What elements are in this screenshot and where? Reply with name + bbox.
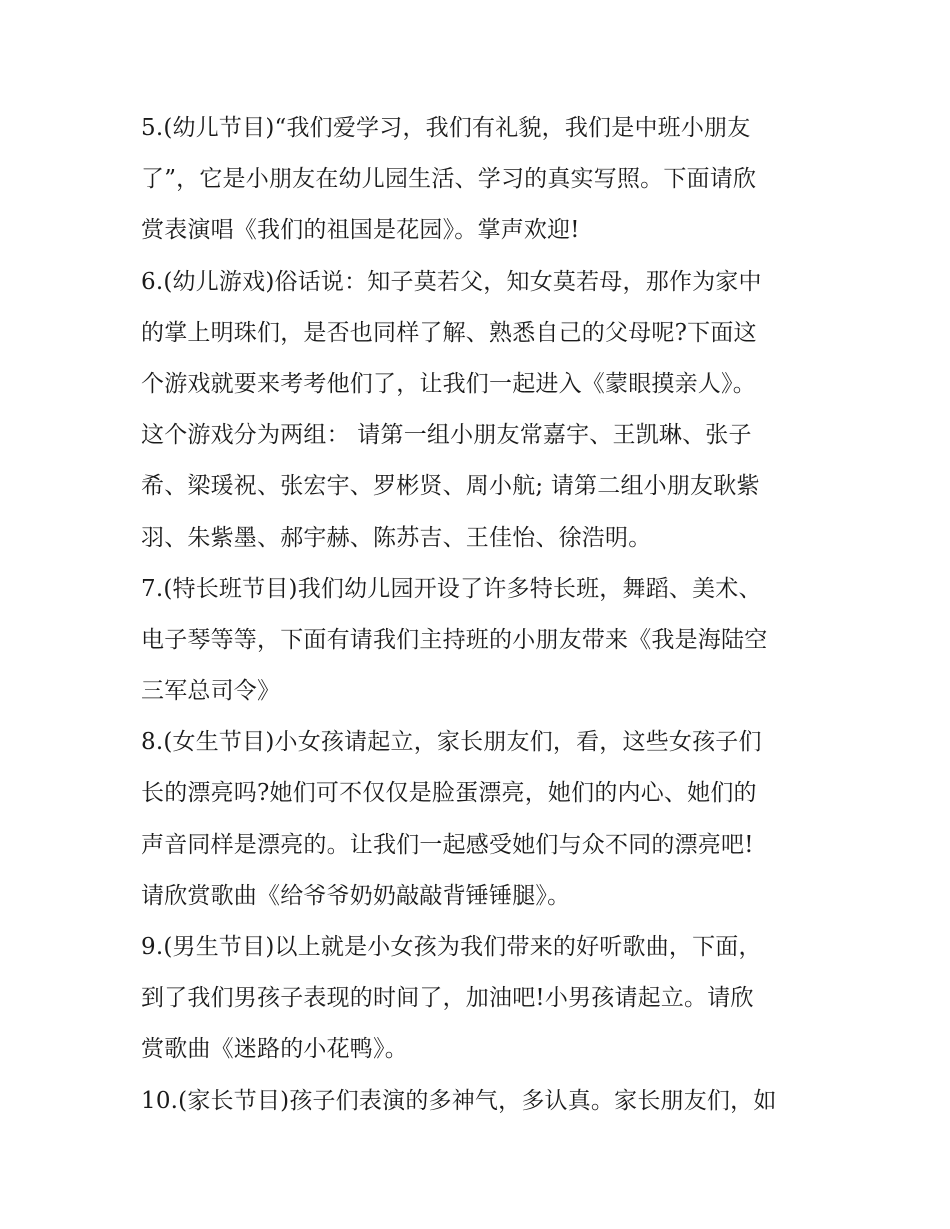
text-line: 到了我们男孩子表现的时间了，加油吧!小男孩请起立。请欣 — [141, 985, 754, 1012]
text-line: 这个游戏分为两组： 请第一组小朋友常嘉宇、王凯琳、张子 — [141, 422, 752, 449]
text-line: 9.(男生节目)以上就是小女孩为我们带来的好听歌曲，下面， — [141, 934, 762, 960]
text-line: 声音同样是漂亮的。让我们一起感受她们与众不同的漂亮吧! — [141, 831, 754, 858]
text-line: 8.(女生节目)小女孩请起立，家长朋友们，看，这些女孩子们 — [141, 729, 762, 756]
text-line: 10.(家长节目)孩子们表演的多神气，多认真。家长朋友们，如 — [141, 1087, 777, 1114]
text-line: 请欣赏歌曲《给爷爷奶奶敲敲背锤锤腿》。 — [141, 882, 571, 909]
text-line: 电子琴等等，下面有请我们主持班的小朋友带来《我是海陆空 — [141, 626, 768, 653]
text-line: 5.(幼儿节目)“我们爱学习，我们有礼貌，我们是中班小朋友 — [141, 115, 751, 141]
document-body — [141, 103, 821, 1127]
text-line: 6.(幼儿游戏)俗话说：知子莫若父，知女莫若母，那作为家中 — [141, 268, 762, 295]
text-line: 赏歌曲《迷路的小花鸭》。 — [141, 1036, 408, 1063]
text-line: 了”，它是小朋友在幼儿园生活、学习的真实写照。下面请欣 — [141, 166, 757, 193]
text-line: 的掌上明珠们，是否也同样了解、熟悉自己的父母呢?下面这 — [141, 319, 757, 346]
text-line: 赏表演唱《我们的祖国是花园》。掌声欢迎! — [141, 217, 580, 244]
text-line: 7.(特长班节目)我们幼儿园开设了许多特长班，舞蹈、美术、 — [141, 575, 762, 602]
text-line: 希、梁瑗祝、张宏宇、罗彬贤、周小航; 请第二组小朋友耿紫 — [141, 473, 760, 500]
text-line: 三军总司令》 — [141, 678, 281, 705]
text-line: 长的漂亮吗?她们可不仅仅是脸蛋漂亮，她们的内心、她们的 — [141, 780, 757, 807]
text-line: 羽、朱紫墨、郝宇赫、陈苏吉、王佳怡、徐浩明。 — [141, 524, 652, 551]
text-line: 个游戏就要来考考他们了，让我们一起进入《蒙眼摸亲人》。 — [141, 370, 756, 397]
